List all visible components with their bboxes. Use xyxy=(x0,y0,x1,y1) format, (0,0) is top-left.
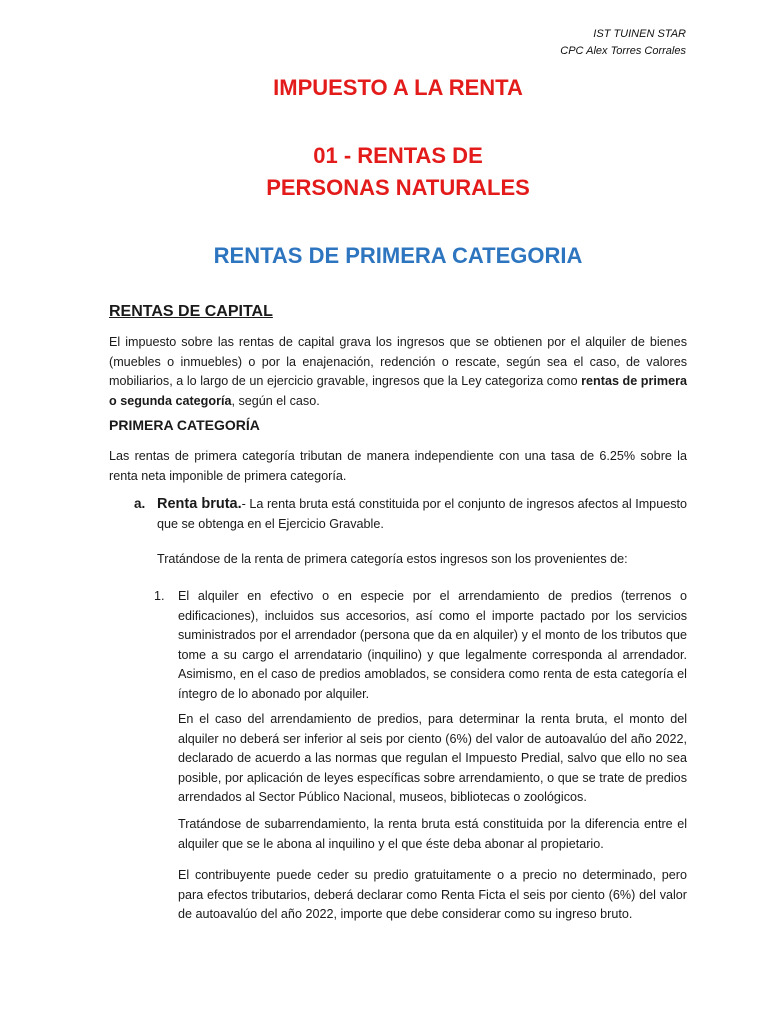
paragraph-rentas-capital xyxy=(109,333,687,411)
list-item-1-paragraph-3: Tratándose de subarrendamiento, la renta bruta está constituida por la diferencia entre el alquiler que se le abona al inquilino y el que éste deba abonar al propietario. xyxy=(178,817,687,851)
list-item-lead: Renta bruta. xyxy=(157,496,242,512)
subsection-title: RENTAS DE PRIMERA CATEGORIA xyxy=(213,243,583,268)
paragraph-primera-categoria: Las rentas de primera categoría tributan de manera independiente con una tasa de 6.25% sobre la renta neta imponible de primera categoría. xyxy=(109,449,687,483)
section-title-line1: 01 - RENTAS DE xyxy=(313,143,483,168)
list-item-1-paragraph-1: El alquiler en efectivo o en especie por el arrendamiento de predios (terrenos o edificaciones), incluidos sus accesorios, así como el importe pactado por los servicios suministrados por el arrendador (persona que da en alquiler) y el monto de los tributos que tome a su cargo el arrendatario (inquilino) y que legalmente corresponda al arrendador. Asimismo, en el caso de predios amoblados, se considera como renta de esta categoría el íntegro de lo abonado por alquiler. xyxy=(178,589,687,701)
bold-text-run: rentas de primera o segunda categoría xyxy=(109,374,687,408)
main-title: IMPUESTO A LA RENTA xyxy=(273,75,523,100)
section-title-line2: PERSONAS NATURALES xyxy=(266,175,530,200)
list-item-text: - La renta bruta está constituida por el conjunto de ingresos afectos al Impuesto que se obtenga en el Ejercicio Gravable. xyxy=(157,497,687,531)
text-run: , según el caso. xyxy=(231,393,320,408)
list-item-1-paragraph-4: El contribuyente puede ceder su predio gratuitamente o a precio no determinado, pero para efectos tributarios, deberá declarar como Renta Ficta el seis por ciento (6%) del valor de autoavalúo del año 2022, importe que debe considerar como su ingreso bruto. xyxy=(178,868,687,921)
text-run: El impuesto sobre las rentas de capital grava los ingresos que se obtienen por el alquiler de bienes (muebles o inmuebles) o por la enajenación, redención o rescate, según sea el caso, de valores mobiliarios, a lo largo de un ejercicio gravable, ingresos que la Ley categoriza como xyxy=(109,335,687,388)
sub-intro-paragraph: Tratándose de la renta de primera categoría estos ingresos son los provenientes de: xyxy=(157,552,628,566)
header-institution: IST TUINEN STAR xyxy=(593,28,686,40)
header-author: CPC Alex Torres Corrales xyxy=(560,45,686,57)
list-marker-1: 1. xyxy=(154,589,165,603)
list-item-a xyxy=(157,495,687,534)
heading-primera-categoria: PRIMERA CATEGORÍA xyxy=(109,417,260,433)
heading-rentas-capital: RENTAS DE CAPITAL xyxy=(109,303,273,320)
list-marker-a: a. xyxy=(134,496,146,511)
list-item-1-paragraph-2: En el caso del arrendamiento de predios, para determinar la renta bruta, el monto del alquiler no deberá ser inferior al seis por ciento (6%) del valor de autoavalúo del año 2022, declarado de acuerdo a las normas que regulan el Impuesto Predial, salvo que ello no sea posible, por aplicación de leyes específicas sobre arrendamiento, o que se trate de predios arrendados al Sector Público Nacional, museos, bibliotecas o zoológicos. xyxy=(178,712,687,804)
page-header xyxy=(560,26,686,60)
